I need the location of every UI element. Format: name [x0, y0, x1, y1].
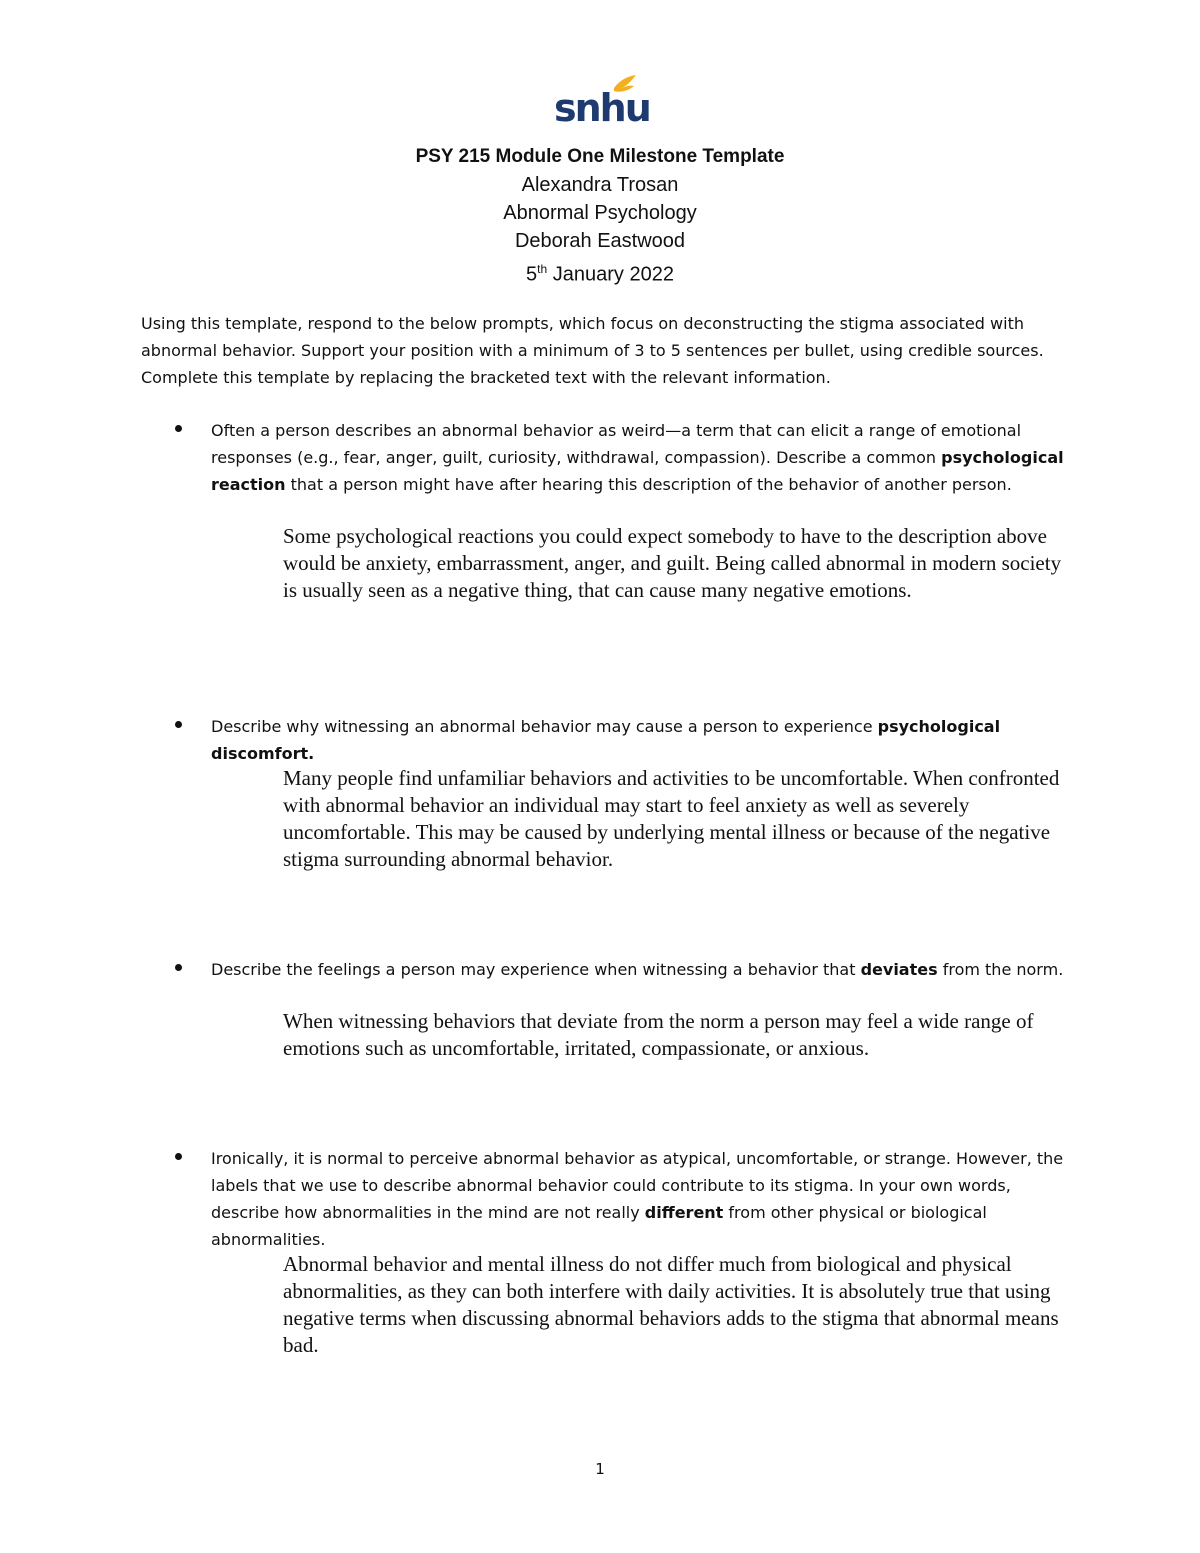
prompt-text	[211, 1145, 1066, 1253]
prompt-emphasis: psychological reaction	[211, 448, 1064, 494]
bullet-icon	[175, 721, 182, 728]
bullet-icon	[175, 425, 182, 432]
document-title: PSY 215 Module One Milestone Template	[415, 146, 785, 167]
prompt-text-part: Describe the feelings a person may experience when witnessing a behavior that	[211, 960, 861, 979]
prompt-emphasis: different	[644, 1203, 724, 1222]
logo-wordmark: snhu	[554, 86, 650, 130]
prompt-text	[211, 956, 1066, 983]
answer-text: Many people find unfamiliar behaviors and activities to be uncomfortable. When confronted with abnormal behavior an individual may start to feel anxiety as well as severely uncomfortable. This may be caused by underlying mental illness or because of the negative stigma surrounding abnormal behavior.	[283, 766, 1060, 871]
answer-text: When witnessing behaviors that deviate from the norm a person may feel a wide range of emotions such as uncomfortable, irritated, compassionate, or anxious.	[283, 1009, 1034, 1060]
author-name: Alexandra Trosan	[521, 174, 679, 196]
prompt-emphasis: psychological discomfort.	[211, 717, 1001, 763]
date-rest: January 2022	[547, 263, 674, 286]
document-date	[0, 255, 1200, 289]
prompt-text-part: from other physical or biological abnormalities.	[211, 1203, 987, 1249]
prompt-text-part: that a person might have after hearing this description of the behavior of another person.	[285, 475, 1012, 494]
answer-text: Abnormal behavior and mental illness do not differ much from biological and physical abnormalities, as they can both interfere with daily activities. It is absolutely true that using negative terms when discussing abnormal behaviors adds to the stigma that abnormal means bad.	[283, 1252, 1059, 1357]
bullet-icon	[175, 964, 182, 971]
date-day: 5	[526, 263, 538, 286]
document-header	[0, 142, 1200, 289]
date-suffix: th	[537, 262, 548, 276]
bullet-icon	[175, 1153, 182, 1160]
prompt-text-part: from the norm.	[937, 960, 1064, 979]
prompt-emphasis: deviates	[860, 960, 938, 979]
intro-paragraph: Using this template, respond to the below prompts, which focus on deconstructing the stigma associated with abnormal behavior. Support your position with a minimum of 3 to 5 sentences per bullet, using credible sources. Complete this template by replacing the bracketed text with the relevant information.	[141, 314, 1044, 387]
prompt-text-part: Describe why witnessing an abnormal behavior may cause a person to experience	[211, 717, 878, 736]
course-name: Abnormal Psychology	[503, 202, 697, 224]
snhu-logo	[554, 72, 650, 134]
prompt-text-part: Ironically, it is normal to perceive abnormal behavior as atypical, uncomfortable, or strange. However, the labels that we use to describe abnormal behavior could contribute to its stigma. In your own words, describe how abnormalities in the mind are not really	[211, 1149, 1064, 1222]
prompt-text	[211, 713, 1066, 767]
prompt-text-part: Often a person describes an abnormal behavior as weird—a term that can elicit a range of emotional responses (e.g., fear, anger, guilt, curiosity, withdrawal, compassion). Describe a common	[211, 421, 1022, 467]
prompt-text	[211, 417, 1066, 498]
page-number: 1	[595, 1460, 605, 1478]
answer-text: Some psychological reactions you could expect somebody to have to the description above would be anxiety, embarrassment, anger, and guilt. Being called abnormal in modern society is usually seen as a negative thing, that can cause many negative emotions.	[283, 524, 1062, 602]
instructor-name: Deborah Eastwood	[514, 230, 686, 252]
